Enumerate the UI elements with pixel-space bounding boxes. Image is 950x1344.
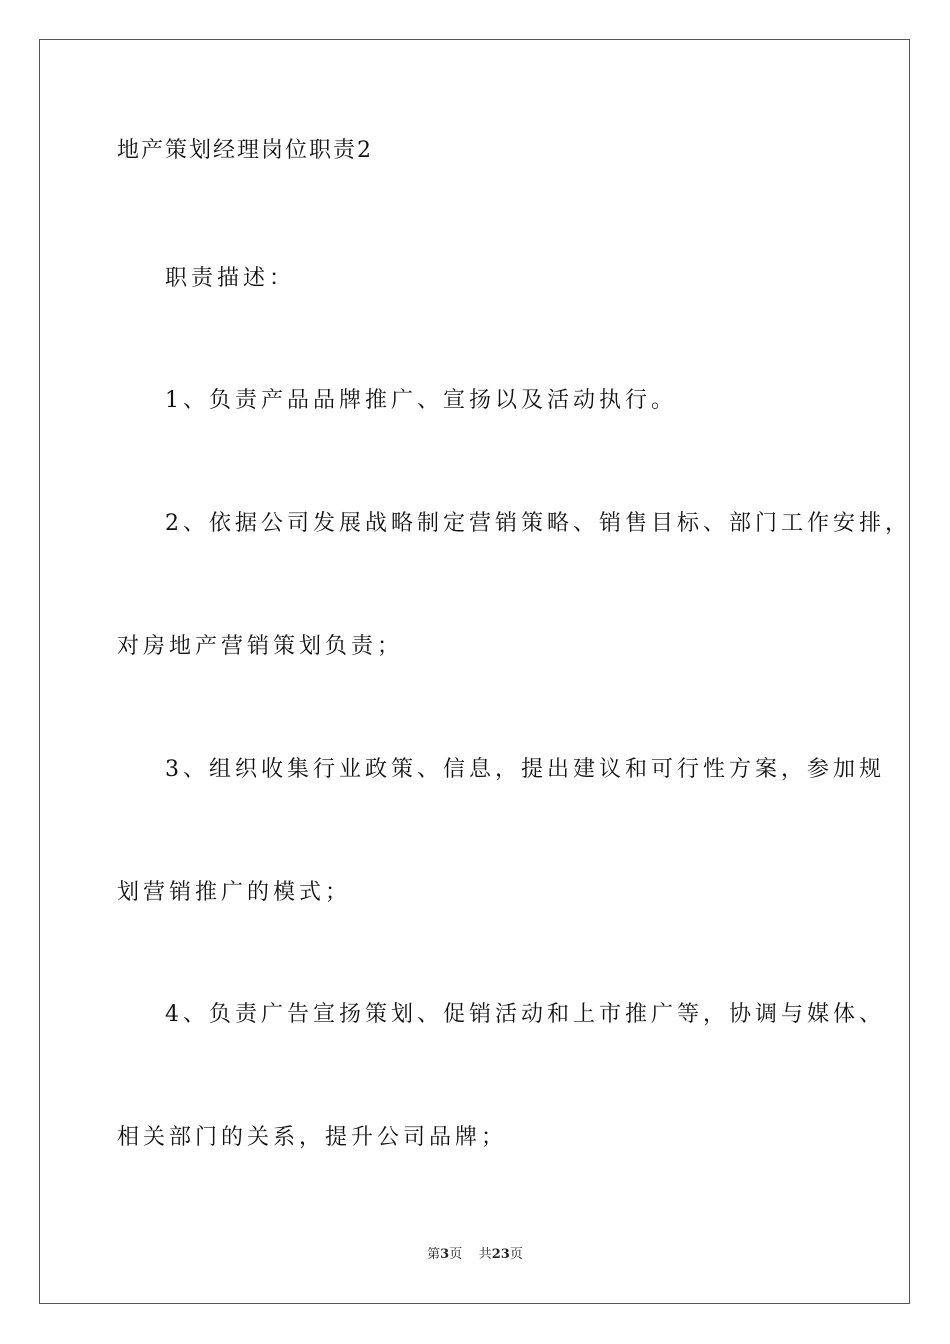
paragraph-line: 划营销推广的模式；: [117, 880, 352, 905]
page-footer: [0, 1247, 950, 1263]
total-suffix: 页: [509, 1247, 523, 1262]
total-prefix: 共: [478, 1247, 492, 1262]
page-frame: [39, 39, 910, 1304]
page-prefix: 第: [427, 1247, 441, 1262]
page-suffix: 页: [449, 1247, 463, 1262]
paragraph-line: 对房地产营销策划负责；: [117, 634, 404, 659]
total-page-number: 23: [491, 1247, 510, 1262]
paragraph-line: 3、组织收集行业政策、信息，提出建议和可行性方案，参加规: [165, 757, 885, 782]
document-heading: 地产策划经理岗位职责2: [117, 138, 373, 163]
section-label: 职责描述：: [165, 266, 296, 291]
paragraph-line: 1、负责产品品牌推广、宣扬以及活动执行。: [165, 388, 677, 413]
current-page-number: 3: [440, 1247, 450, 1262]
paragraph-line: 4、负责广告宣扬策划、促销活动和上市推广等，协调与媒体、: [165, 1002, 885, 1027]
paragraph-line: 相关部门的关系，提升公司品牌；: [117, 1125, 508, 1150]
paragraph-line: 2、依据公司发展战略制定营销策略、销售目标、部门工作安排，: [165, 511, 911, 536]
